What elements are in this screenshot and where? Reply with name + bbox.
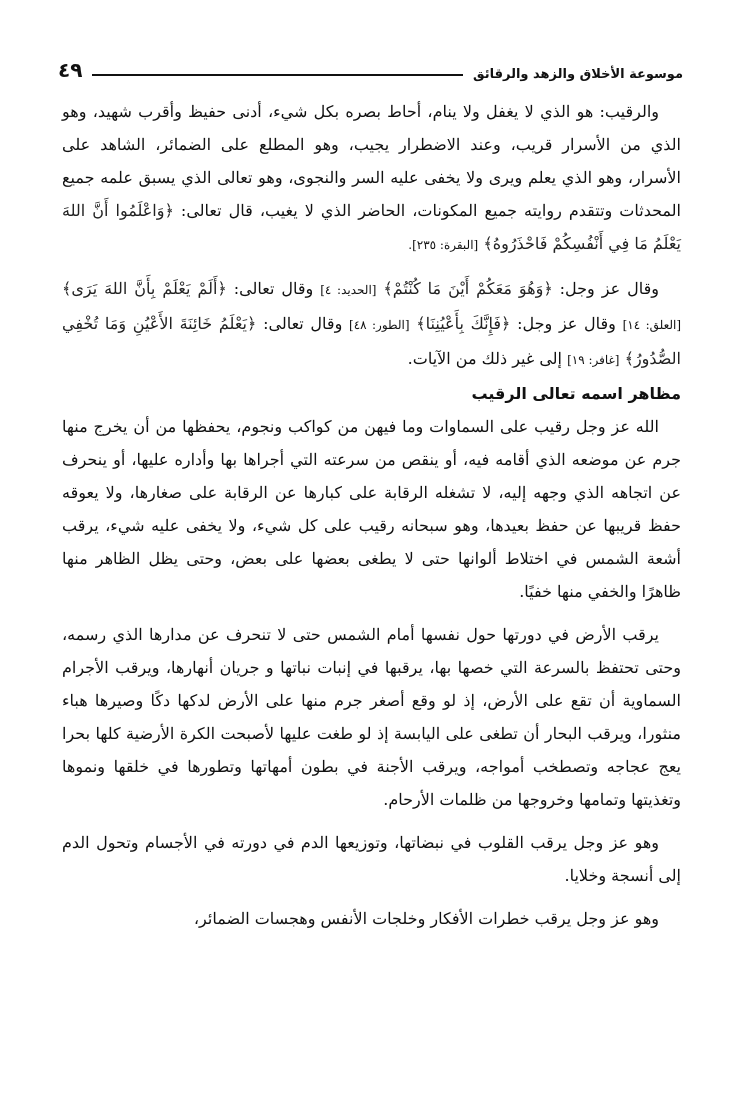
paragraph-hearts: وهو عز وجل يرقب القلوب في نبضاتها، وتوزيعها الدم في دورته في الأجسام وتحول الدم إلى أنسجة وخلايا. xyxy=(62,833,681,885)
verse-reference: [العلق: ١٤] xyxy=(622,318,682,332)
verse-reference: [غافر: ١٩] xyxy=(567,353,620,367)
paragraph-text: والرقيب: هو الذي لا يغفل ولا ينام، أحاط بصره بكل شيء، أدنى حفيظ وأقرب شهيد، وهو الذي من الأسرار قريب، وعند الاضطرار يجيب، وهو المطلع على الضمائر، الشاهد على الأسرار، وهو الذي يعلم ويرى ولا يخفى عليه السر والنجوى، وهو تعالى الذي يسبق علمه جميع المحدثات وتتقدم روايته جميع المكونات، الحاضر الذي لا يغيب، قال تعالى: xyxy=(62,102,681,220)
quran-verse: ﴿يَعْلَمُ خَائِنَةَ الأَعْيُنِ وَمَا تُخْفِي الصُّدُورُ﴾ xyxy=(62,314,681,368)
paragraph-text: وقال عز وجل: xyxy=(517,314,616,333)
quran-verse: ﴿وَهُوَ مَعَكُمْ أَيْنَ مَا كُنْتُمْ﴾ xyxy=(383,279,553,298)
paragraph-text: وقال تعالى: xyxy=(233,279,314,298)
paragraph-heavens: الله عز وجل رقيب على السماوات وما فيهن من كواكب ونجوم، يحفظها من أن يخرج منها جرم عن موضعه الذي أقامه فيه، أو ينقص من سرعته التي أجراها بها وأداره عليها، أو ينحرف عن اتجاهه الذي وجهه إليه، لا تشغله الرقابة على كبارها عن الرقابة على صغارها، ولا يعوقه حفظ قريبها عن حفظ بعيدها، وهو سبحانه رقيب على كل شيء، ولا يخفى عليه شيء، يرقب أشعة الشمس في اختلاط ألوانها حتى لا يطغى بعضها على بعض، وحتى يظل الظاهر منها ظاهرًا والخفي منها خفيًا. xyxy=(62,417,682,601)
verse-reference: [الطور: ٤٨] xyxy=(349,318,410,332)
paragraph-text: وقال تعالى: xyxy=(263,314,343,333)
section-heading: مظاهر اسمه تعالى الرقيب xyxy=(471,384,681,403)
paragraph-earth: يرقب الأرض في دورتها حول نفسها أمام الشمس حتى لا تنحرف عن مدارها الذي رسمه، وحتى تحتفظ بالسرعة التي خصها بها، يرقبها في إنبات نباتها و جريان أنهارها، ويرقب الأجرام السماوية أن تقع على الأرض، إذ لو وقع أصغر جرم منها على الأرض لدكها دكًا وصيرها هباء منثورا، ويرقب البحار أن تطغى على اليابسة إذ لو طغت عليها لأصبحت الكرة الأرضية كلها بحرا يعج عجاجه وتصطخب أمواجه، ويرقب الأجنة في بطون أمهاتها وتطورها في خلقها ونموها وتغذيتها وتمامها وخروجها من ظلمات الأرحام. xyxy=(62,625,681,809)
paragraph-text: إلى غير ذلك من الآيات. xyxy=(407,349,562,368)
page-number: ٤٩ xyxy=(58,58,83,82)
verse-reference: [الحديد: ٤] xyxy=(320,283,377,297)
paragraph-thoughts: وهو عز وجل يرقب خطرات الأفكار وخلجات الأنفس وهجسات الضمائر، xyxy=(193,909,659,928)
running-header xyxy=(58,56,683,82)
paragraph-text: وقال عز وجل: xyxy=(559,279,659,298)
quran-verse: ﴿وَاعْلَمُوا أَنَّ اللهَ يَعْلَمُ مَا فِي أَنْفُسِكُمْ فَاحْذَرُوهُ﴾ xyxy=(62,201,681,253)
paragraph-definition xyxy=(62,95,681,262)
book-title: موسوعة الأخلاق والزهد والرقائق xyxy=(473,67,683,82)
header-rule xyxy=(92,74,463,76)
quran-verse: ﴿فَإِنَّكَ بِأَعْيُنِنَا﴾ xyxy=(416,314,511,333)
verse-reference: [البقرة: ٢٣٥]. xyxy=(408,238,479,252)
paragraph-verses xyxy=(62,272,681,377)
page-body xyxy=(62,95,681,935)
quran-verse: ﴿أَلَمْ يَعْلَمْ بِأَنَّ اللهَ يَرَى﴾ xyxy=(62,279,227,298)
